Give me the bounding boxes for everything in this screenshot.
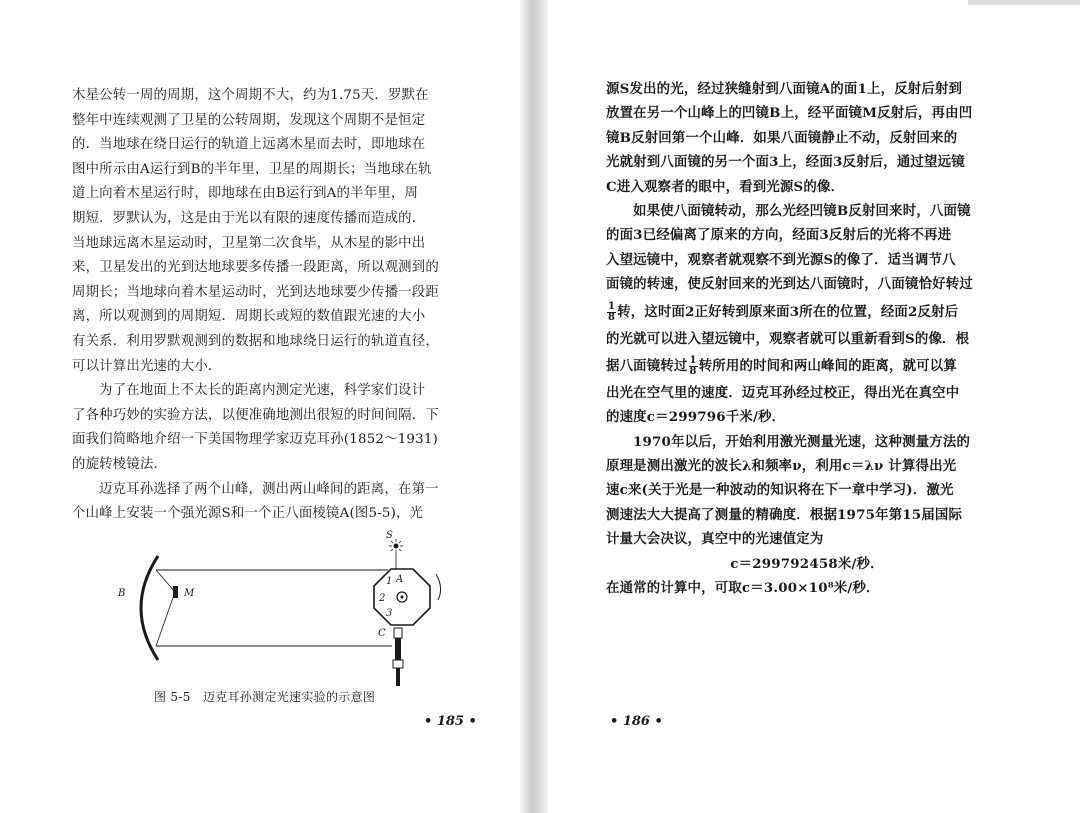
text-line: 木星公转一周的周期，这个周期不大，约为1.75天．罗默在 [72,88,429,103]
text-line: 镜B反射回第一个山峰．如果八面镜静止不动，反射回来的 [606,129,958,146]
text-line-with-fraction: 据八面镜转过 $\frac{1}{8}$ 转所用的时间和两山峰间的距离，就可以算 [606,354,957,377]
page-number-left: • 185 • [424,714,477,729]
fraction-one-eighth: $\frac{1}{8}$ [689,354,697,377]
text-line: 迈克耳孙选择了两个山峰，测出两山峰间的距离，在第一 [99,481,439,497]
text-line: 的速度c＝299796千米/秒． [606,409,786,426]
text-line: 的旋转棱镜法． [72,456,168,472]
text-line: 个山峰上安装一个强光源S和一个正八面棱镜A(图5-5)，光 [72,506,424,522]
face-label-1: 1 [386,576,393,587]
text-line: 测速法大大提高了测量的精确度．根据1975年第15届国际 [606,506,963,523]
text-line: 源S发出的光，经过狭缝射到八面镜A的面1上，反射后射到 [606,81,963,97]
figure-5-5-diagram [110,528,470,698]
page-number-right: • 186 • [610,714,663,729]
text-line: 了各种巧妙的实验方法，以便准确地测出很短的时间间隔．下 [72,407,439,423]
label-m: M [184,588,195,599]
text-line: 周期长；当地球向着木星运动时，光到达地球要少传播一段距 [72,284,439,300]
label-c: C [378,628,386,639]
text-line: 图中所示由A运行到B的半年里，卫星的周期长；当地球在轨 [72,161,432,177]
text-line: 可以计算出光速的大小． [72,358,222,374]
label-s: S [386,530,393,541]
text-line: 面我们简略地介绍一下美国物理学家迈克耳孙(1852～1931) [72,432,439,448]
text-line: 整年中连续观测了卫星的公转周期，发现这个周期不是恒定 [72,112,426,128]
text-line: 1970年以后，开始利用激光测量光速，这种测量方法的 [633,433,971,450]
text-line: 有关系．利用罗默观测到的数据和地球绕日运行的轨道直径， [72,333,439,349]
fraction-one-eighth: $\frac{1}{8}$ [608,300,616,323]
face-label-3: 3 [386,608,393,619]
text-line: 光就射到八面镜的另一个面3上，经面3反射后，通过望远镜 [606,154,965,171]
text-line: 期短．罗默认为，这是由于光以有限的速度传播而造成的． [72,210,426,226]
text-line: 如果使八面镜转动，那么光经凹镜B反射回来时，八面镜 [633,202,971,219]
text-line: 来，卫星发出的光到达地球要多传播一段距离，所以观测到的 [72,260,439,276]
text-line: 在通常的计算中，可取c＝3.00×10⁸米/秒． [606,580,880,597]
text-line: 离，所以观测到的周期短．周期长或短的数值跟光速的大小 [72,309,426,325]
label-a: A [396,574,404,585]
scan-edge-mark [968,0,1080,5]
text-line: 放置在另一个山峰上的凹镜B上，经平面镜M反射后，再由凹 [606,105,973,122]
face-label-2: 2 [379,593,386,604]
figure-caption: 图 5-5 迈克耳孙测定光速实验的示意图 [154,690,376,704]
text-line: 出光在空气里的速度．迈克耳孙经过校正，得出光在真空中 [606,384,960,401]
text-line: 面镜的转速，使反射回来的光到达八面镜时，八面镜恰好转过 [606,276,973,293]
text-line: 道上向着木星运行时，即地球在由B运行到A的半年里，周 [72,186,419,202]
text-line: 为了在地面上不太长的距离内测定光速，科学家们设计 [99,383,426,399]
text-line-with-fraction: $\frac{1}{8}$ 转，这时面2正好转到原来面3所在的位置，经面2反射后 [608,300,959,323]
left-body-text [72,84,472,527]
text-line: 原理是测出激光的波长λ和频率ν，利用c＝λν 计算得出光 [606,458,957,475]
text-line: 的光就可以进入望远镜中，观察者就可以重新看到S的像．根 [606,330,970,347]
text-line: 计量大会决议，真空中的光速值定为 [606,531,824,548]
text-line: 当地球远离木星运动时，卫星第二次食毕，从木星的影中出 [72,235,426,251]
text-line: 的面3已经偏离了原来的方向，经面3反射后的光将不再进 [606,227,952,244]
label-b: B [118,588,126,599]
book-gutter [520,0,548,813]
text-line: 速c来(关于光是一种波动的知识将在下一章中学习)．激光 [606,482,954,499]
text-line: 的．当地球在绕日运行的轨道上远离木星而去时，即地球在 [72,137,426,153]
text-line: C进入观察者的眼中，看到光源S的像． [606,178,845,195]
right-body-text [606,77,1008,600]
text-line: 入望远镜中，观察者就观察不到光源S的像了．适当调节八 [606,251,956,268]
formula-line: c＝299792458米/秒． [730,555,884,572]
telescope-c [393,628,403,686]
